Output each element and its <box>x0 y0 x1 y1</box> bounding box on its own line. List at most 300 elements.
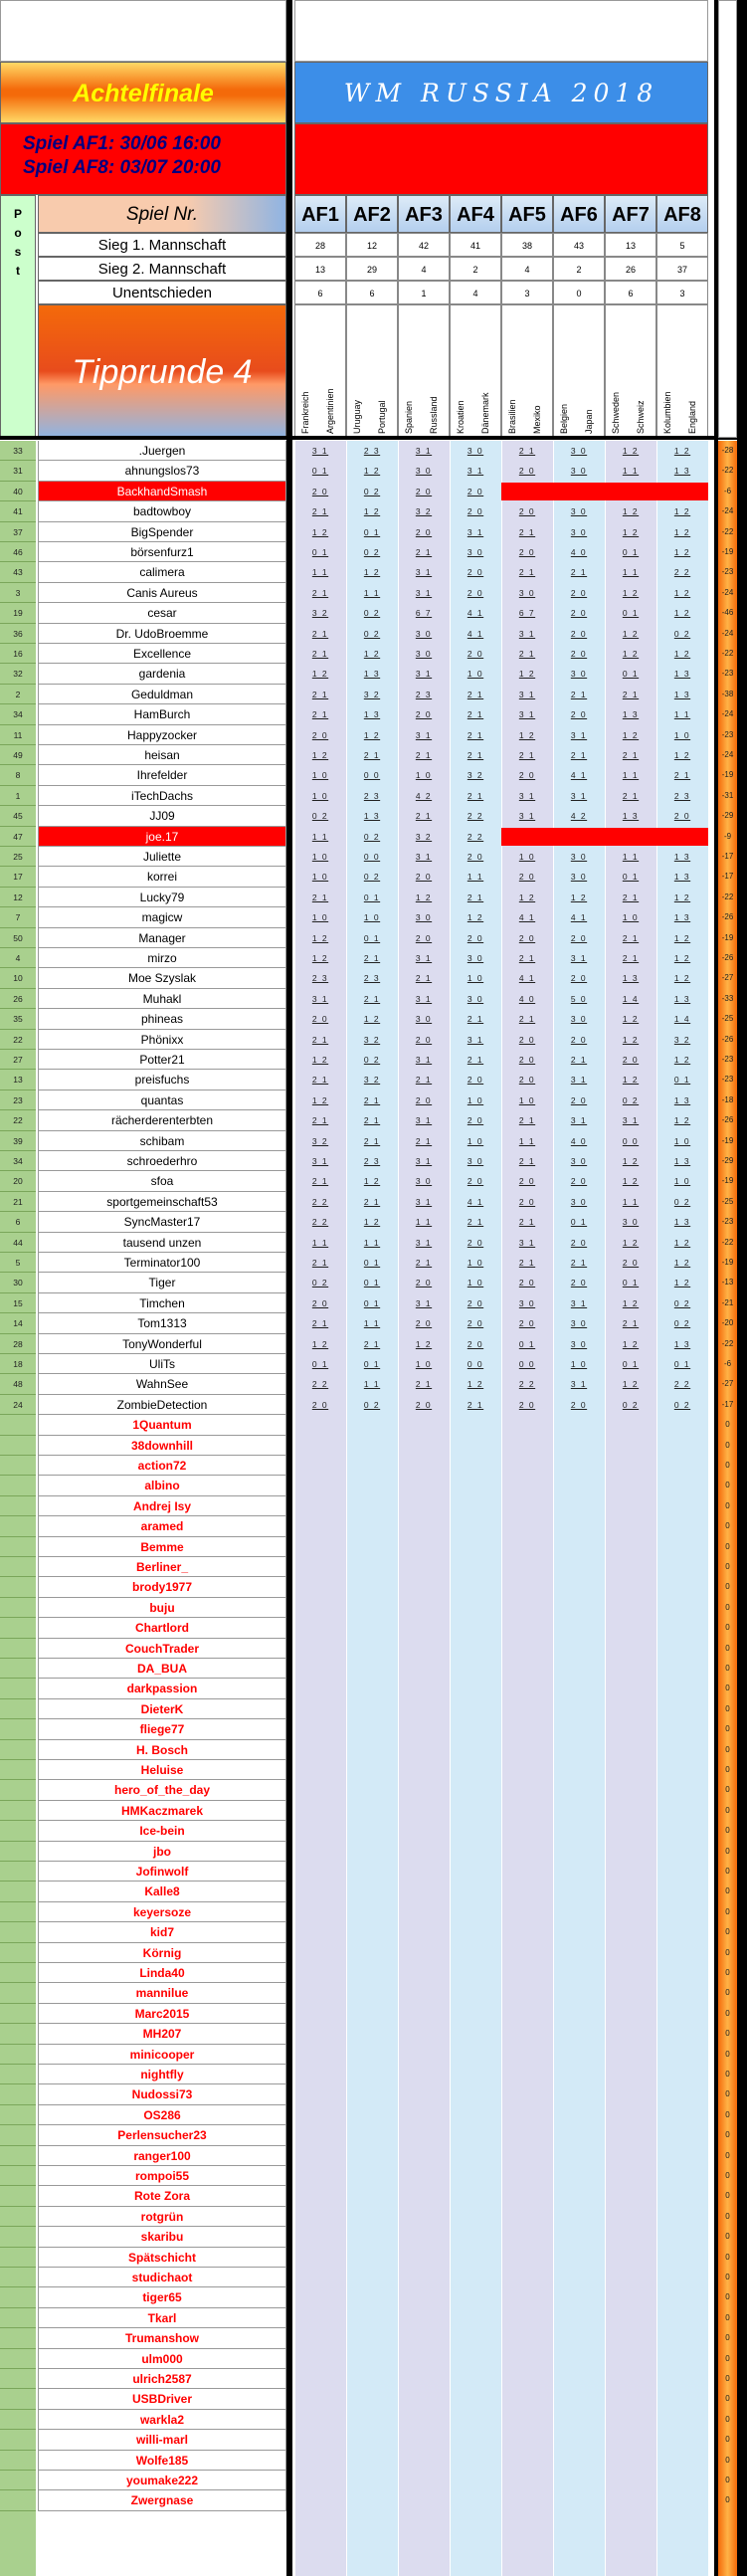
player-name[interactable]: Manager <box>38 928 286 948</box>
tip-cell[interactable]: 2 1 <box>311 1258 329 1268</box>
tip-cell[interactable]: 0 0 <box>622 1135 640 1146</box>
tip-cell[interactable]: 2 1 <box>673 770 691 781</box>
tip-cell[interactable]: 1 1 <box>673 709 691 720</box>
tip-cell[interactable]: 1 0 <box>570 1359 588 1369</box>
player-name[interactable]: börsenfurz1 <box>38 542 286 562</box>
player-name[interactable]: ahnungslos73 <box>38 461 286 481</box>
player-name[interactable]: Potter21 <box>38 1050 286 1070</box>
table-row[interactable] <box>0 1313 737 1333</box>
tip-cell[interactable]: 3 2 <box>311 608 329 619</box>
tip-cell[interactable]: 1 0 <box>311 912 329 923</box>
tip-cell[interactable]: 2 0 <box>673 811 691 822</box>
tip-cell[interactable]: 2 2 <box>467 811 484 822</box>
tip-cell[interactable]: 1 0 <box>467 669 484 680</box>
tip-cell[interactable]: 2 2 <box>311 1379 329 1390</box>
tip-cell[interactable]: 2 0 <box>518 1075 536 1086</box>
tip-cell[interactable]: 3 0 <box>467 993 484 1004</box>
tip-cell[interactable]: 3 1 <box>570 1115 588 1126</box>
tip-cell[interactable]: 1 1 <box>311 567 329 578</box>
tip-cell[interactable]: 1 2 <box>673 649 691 659</box>
tip-cell[interactable]: 0 2 <box>363 608 381 619</box>
player-name[interactable]: Terminator100 <box>38 1253 286 1273</box>
table-row[interactable] <box>0 725 737 745</box>
player-name[interactable]: WahnSee <box>38 1374 286 1394</box>
table-row[interactable] <box>0 441 737 461</box>
tip-cell[interactable]: 0 2 <box>622 1399 640 1410</box>
table-row[interactable] <box>0 603 737 623</box>
table-row[interactable] <box>0 1233 737 1253</box>
tip-cell[interactable]: 1 4 <box>622 993 640 1004</box>
tip-cell[interactable]: 4 1 <box>518 973 536 984</box>
tip-cell[interactable]: 1 1 <box>622 770 640 781</box>
tip-cell[interactable]: 1 2 <box>622 1237 640 1248</box>
tip-cell[interactable]: 0 1 <box>518 1338 536 1349</box>
tip-cell[interactable]: 2 1 <box>311 1115 329 1126</box>
table-row[interactable] <box>0 685 737 704</box>
tip-cell[interactable]: 1 2 <box>622 1014 640 1025</box>
tip-cell[interactable]: 1 2 <box>622 506 640 517</box>
tip-cell[interactable]: 1 2 <box>311 1094 329 1105</box>
tip-cell[interactable]: 1 0 <box>467 973 484 984</box>
tip-cell[interactable]: 3 0 <box>467 547 484 557</box>
tip-cell[interactable]: 3 1 <box>415 1115 433 1126</box>
tip-cell[interactable]: 2 1 <box>467 709 484 720</box>
player-name[interactable]: sportgemeinschaft53 <box>38 1192 286 1212</box>
tip-cell[interactable]: 0 1 <box>363 1258 381 1268</box>
tip-cell[interactable]: 2 2 <box>311 1217 329 1228</box>
tip-cell[interactable]: 1 0 <box>673 729 691 740</box>
tip-cell[interactable]: 1 2 <box>363 1014 381 1025</box>
tip-cell[interactable]: 2 0 <box>622 1055 640 1065</box>
table-row[interactable] <box>0 2451 737 2471</box>
tip-cell[interactable]: 2 1 <box>622 953 640 963</box>
tip-cell[interactable]: 2 1 <box>311 892 329 902</box>
tip-cell[interactable]: 3 1 <box>467 466 484 477</box>
table-row[interactable] <box>0 2146 737 2166</box>
table-row[interactable] <box>0 1171 737 1191</box>
player-name[interactable]: Marc2015 <box>38 2004 286 2024</box>
tip-cell[interactable]: 2 1 <box>311 1075 329 1086</box>
tip-cell[interactable]: 1 2 <box>622 729 640 740</box>
tip-cell[interactable]: 3 2 <box>363 1034 381 1045</box>
player-name[interactable]: Spätschicht <box>38 2248 286 2268</box>
tip-cell[interactable]: 0 1 <box>622 547 640 557</box>
tip-cell[interactable]: 1 3 <box>673 669 691 680</box>
tip-cell[interactable]: 2 0 <box>415 1318 433 1329</box>
tip-cell[interactable]: 0 1 <box>363 1297 381 1308</box>
player-name[interactable]: youmake222 <box>38 2471 286 2490</box>
player-name[interactable]: Tom1313 <box>38 1313 286 1333</box>
table-row[interactable] <box>0 1679 737 1698</box>
player-name[interactable]: MH207 <box>38 2024 286 2044</box>
player-name[interactable]: SyncMaster17 <box>38 1212 286 1232</box>
tip-cell[interactable]: 4 0 <box>518 993 536 1004</box>
player-name[interactable]: mirzo <box>38 948 286 968</box>
table-row[interactable] <box>0 827 737 847</box>
table-row[interactable] <box>0 1273 737 1292</box>
player-name[interactable]: Phönixx <box>38 1030 286 1050</box>
tip-cell[interactable]: 2 3 <box>363 790 381 801</box>
tip-cell[interactable]: 2 0 <box>518 1399 536 1410</box>
tip-cell[interactable]: 0 0 <box>363 770 381 781</box>
tip-cell[interactable]: 2 1 <box>311 1176 329 1187</box>
tip-cell[interactable]: 2 1 <box>570 1258 588 1268</box>
tip-cell[interactable]: 1 3 <box>363 811 381 822</box>
table-row[interactable] <box>0 704 737 724</box>
player-name[interactable]: cesar <box>38 603 286 623</box>
tip-cell[interactable]: 3 1 <box>415 567 433 578</box>
tip-cell[interactable]: 4 1 <box>467 628 484 639</box>
player-name[interactable]: Lucky79 <box>38 888 286 907</box>
tip-cell[interactable]: 0 1 <box>622 1359 640 1369</box>
player-name[interactable]: rächerderenterbten <box>38 1110 286 1130</box>
tip-cell[interactable]: 1 2 <box>570 892 588 902</box>
tip-cell[interactable]: 0 2 <box>363 872 381 883</box>
tip-cell[interactable]: 1 3 <box>673 1094 691 1105</box>
tip-cell[interactable]: 1 2 <box>622 628 640 639</box>
tip-cell[interactable]: 0 0 <box>518 1359 536 1369</box>
tip-cell[interactable]: 2 0 <box>518 466 536 477</box>
tip-cell[interactable]: 0 2 <box>673 1297 691 1308</box>
player-name[interactable]: Canis Aureus <box>38 583 286 603</box>
table-row[interactable] <box>0 1496 737 1516</box>
tip-cell[interactable]: 2 0 <box>518 1055 536 1065</box>
tip-cell[interactable]: 2 0 <box>518 872 536 883</box>
table-row[interactable] <box>0 2287 737 2307</box>
tip-cell[interactable]: 3 1 <box>570 1297 588 1308</box>
table-row[interactable] <box>0 1618 737 1638</box>
tip-cell[interactable]: 2 1 <box>415 750 433 760</box>
tip-cell[interactable]: 1 3 <box>673 689 691 699</box>
table-row[interactable] <box>0 1192 737 1212</box>
tip-cell[interactable]: 2 1 <box>363 953 381 963</box>
tip-cell[interactable]: 1 1 <box>622 466 640 477</box>
player-name[interactable]: Bemme <box>38 1537 286 1557</box>
player-name[interactable]: TonyWonderful <box>38 1334 286 1354</box>
tip-cell[interactable]: 3 0 <box>467 1156 484 1166</box>
tip-cell[interactable]: 1 2 <box>311 526 329 537</box>
player-name[interactable]: Wolfe185 <box>38 2451 286 2471</box>
player-name[interactable]: 38downhill <box>38 1436 286 1456</box>
table-row[interactable] <box>0 461 737 481</box>
tip-cell[interactable]: 1 3 <box>673 993 691 1004</box>
player-name[interactable]: rotgrün <box>38 2207 286 2227</box>
player-name[interactable]: preisfuchs <box>38 1070 286 1090</box>
table-row[interactable] <box>0 1293 737 1313</box>
table-row[interactable] <box>0 1212 737 1232</box>
tip-cell[interactable]: 3 0 <box>570 1156 588 1166</box>
player-name[interactable]: Trumanshow <box>38 2328 286 2348</box>
tip-cell[interactable]: 2 0 <box>570 1399 588 1410</box>
tip-cell[interactable]: 1 2 <box>622 1379 640 1390</box>
tip-cell[interactable]: 2 1 <box>518 1014 536 1025</box>
tip-cell[interactable]: 2 3 <box>415 689 433 699</box>
tip-cell[interactable]: 2 0 <box>518 770 536 781</box>
tip-cell[interactable]: 2 1 <box>467 1217 484 1228</box>
tip-cell[interactable]: 1 1 <box>363 1237 381 1248</box>
tip-cell[interactable]: 3 1 <box>518 790 536 801</box>
tip-cell[interactable]: 4 1 <box>518 912 536 923</box>
table-row[interactable] <box>0 2045 737 2065</box>
table-row[interactable] <box>0 2084 737 2104</box>
table-row[interactable] <box>0 2065 737 2084</box>
table-row[interactable] <box>0 1943 737 1963</box>
player-name[interactable]: willi-marl <box>38 2430 286 2450</box>
tip-cell[interactable]: 1 2 <box>622 1075 640 1086</box>
tip-cell[interactable]: 3 2 <box>415 831 433 842</box>
tip-cell[interactable]: 2 0 <box>570 1034 588 1045</box>
tip-cell[interactable]: 0 2 <box>363 628 381 639</box>
table-row[interactable] <box>0 1436 737 1456</box>
tip-cell[interactable]: 2 1 <box>622 1318 640 1329</box>
tip-cell[interactable]: 2 1 <box>311 628 329 639</box>
tip-cell[interactable]: 2 0 <box>467 1115 484 1126</box>
tip-cell[interactable]: 4 2 <box>570 811 588 822</box>
tip-cell[interactable]: 1 0 <box>415 1359 433 1369</box>
player-name[interactable]: ranger100 <box>38 2146 286 2166</box>
table-row[interactable] <box>0 1537 737 1557</box>
tip-cell[interactable]: 2 1 <box>467 689 484 699</box>
tip-cell[interactable]: 3 1 <box>570 790 588 801</box>
tip-cell[interactable]: 1 2 <box>363 466 381 477</box>
tip-cell[interactable]: 1 2 <box>673 1278 691 1288</box>
player-name[interactable]: OS286 <box>38 2105 286 2125</box>
player-name[interactable]: HamBurch <box>38 704 286 724</box>
tip-cell[interactable]: 2 0 <box>415 526 433 537</box>
tip-cell[interactable]: 1 0 <box>311 872 329 883</box>
player-name[interactable]: Juliette <box>38 847 286 867</box>
tip-cell[interactable]: 2 0 <box>570 608 588 619</box>
tip-cell[interactable]: 1 0 <box>467 1094 484 1105</box>
tip-cell[interactable]: 2 1 <box>518 446 536 456</box>
tip-cell[interactable]: 1 1 <box>622 1196 640 1207</box>
table-row[interactable] <box>0 1395 737 1415</box>
tip-cell[interactable]: 2 1 <box>622 932 640 943</box>
table-row[interactable] <box>0 989 737 1009</box>
player-name[interactable]: Happyzocker <box>38 725 286 745</box>
player-name[interactable]: USBDriver <box>38 2389 286 2409</box>
tip-cell[interactable]: 4 2 <box>415 790 433 801</box>
tip-cell[interactable]: 2 1 <box>467 729 484 740</box>
table-row[interactable] <box>0 1151 737 1171</box>
table-row[interactable] <box>0 1253 737 1273</box>
tip-cell[interactable]: 3 1 <box>467 1034 484 1045</box>
tip-cell[interactable]: 1 0 <box>311 790 329 801</box>
table-row[interactable] <box>0 501 737 521</box>
player-name[interactable]: brody1977 <box>38 1577 286 1597</box>
table-row[interactable] <box>0 1902 737 1922</box>
player-name[interactable]: UliTs <box>38 1354 286 1374</box>
player-name[interactable]: nightfly <box>38 2065 286 2084</box>
tip-cell[interactable]: 3 2 <box>363 689 381 699</box>
tip-cell[interactable]: 1 1 <box>363 1379 381 1390</box>
tip-cell[interactable]: 1 2 <box>415 892 433 902</box>
tip-cell[interactable]: 1 2 <box>415 1338 433 1349</box>
tip-cell[interactable]: 0 2 <box>311 811 329 822</box>
table-row[interactable] <box>0 522 737 542</box>
tip-cell[interactable]: 2 1 <box>363 993 381 1004</box>
player-name[interactable]: tiger65 <box>38 2287 286 2307</box>
tip-cell[interactable]: 0 2 <box>311 1278 329 1288</box>
table-row[interactable] <box>0 786 737 806</box>
table-row[interactable] <box>0 644 737 664</box>
tip-cell[interactable]: 3 0 <box>518 587 536 598</box>
table-row[interactable] <box>0 1659 737 1679</box>
tip-cell[interactable]: 0 1 <box>673 1359 691 1369</box>
table-row[interactable] <box>0 542 737 562</box>
tip-cell[interactable]: 3 2 <box>311 1135 329 1146</box>
tip-cell[interactable]: 2 1 <box>518 649 536 659</box>
tip-cell[interactable]: 2 1 <box>518 1217 536 1228</box>
table-row[interactable] <box>0 1030 737 1050</box>
player-name[interactable]: ulm000 <box>38 2349 286 2369</box>
tip-cell[interactable]: 3 1 <box>518 689 536 699</box>
tip-cell[interactable]: 2 0 <box>518 932 536 943</box>
tip-cell[interactable]: 3 0 <box>570 1196 588 1207</box>
table-row[interactable] <box>0 928 737 948</box>
player-name[interactable]: Ihrefelder <box>38 765 286 785</box>
player-name[interactable]: Dr. UdoBroemme <box>38 624 286 644</box>
tip-cell[interactable]: 2 1 <box>363 1338 381 1349</box>
player-name[interactable]: jbo <box>38 1842 286 1862</box>
table-row[interactable] <box>0 2207 737 2227</box>
tip-cell[interactable]: 1 2 <box>622 1297 640 1308</box>
table-row[interactable] <box>0 888 737 907</box>
tip-cell[interactable]: 0 1 <box>363 526 381 537</box>
tip-cell[interactable]: 2 1 <box>518 953 536 963</box>
player-name[interactable]: phineas <box>38 1009 286 1029</box>
table-row[interactable] <box>0 806 737 826</box>
tip-cell[interactable]: 2 1 <box>622 790 640 801</box>
tip-cell[interactable]: 3 1 <box>570 729 588 740</box>
tip-cell[interactable]: 0 2 <box>622 1094 640 1105</box>
player-name[interactable]: Nudossi73 <box>38 2084 286 2104</box>
tip-cell[interactable]: 1 3 <box>673 1156 691 1166</box>
tip-cell[interactable]: 2 1 <box>570 1055 588 1065</box>
tip-cell[interactable]: 2 0 <box>570 709 588 720</box>
tip-cell[interactable]: 1 0 <box>467 1258 484 1268</box>
tip-cell[interactable]: 3 1 <box>518 628 536 639</box>
tip-cell[interactable]: 2 0 <box>467 506 484 517</box>
tip-cell[interactable]: 3 1 <box>415 729 433 740</box>
player-name[interactable]: Moe Szyslak <box>38 968 286 988</box>
player-name[interactable]: Zwergnase <box>38 2490 286 2510</box>
tip-cell[interactable]: 1 2 <box>311 1055 329 1065</box>
tip-cell[interactable]: 2 1 <box>415 1258 433 1268</box>
tip-cell[interactable]: 2 1 <box>415 1075 433 1086</box>
player-name[interactable]: H. Bosch <box>38 1740 286 1760</box>
tip-cell[interactable]: 1 2 <box>467 1379 484 1390</box>
tip-cell[interactable]: 1 0 <box>311 852 329 862</box>
tip-cell[interactable]: 1 2 <box>673 547 691 557</box>
table-row[interactable] <box>0 907 737 927</box>
tip-cell[interactable]: 2 0 <box>467 1075 484 1086</box>
player-name[interactable]: kid7 <box>38 1922 286 1942</box>
table-row[interactable] <box>0 2004 737 2024</box>
tip-cell[interactable]: 0 1 <box>570 1217 588 1228</box>
player-name[interactable]: Geduldman <box>38 685 286 704</box>
tip-cell[interactable]: 2 0 <box>518 547 536 557</box>
player-name[interactable]: Jofinwolf <box>38 1862 286 1882</box>
tip-cell[interactable]: 2 0 <box>518 1034 536 1045</box>
tip-cell[interactable]: 2 0 <box>518 506 536 517</box>
tip-cell[interactable]: 1 0 <box>467 1135 484 1146</box>
tip-cell[interactable]: 2 3 <box>363 446 381 456</box>
tip-cell[interactable]: 3 1 <box>570 1075 588 1086</box>
table-row[interactable] <box>0 1598 737 1618</box>
tip-cell[interactable]: 0 2 <box>673 1318 691 1329</box>
tip-cell[interactable]: 1 1 <box>467 872 484 883</box>
table-row[interactable] <box>0 1456 737 1476</box>
tip-cell[interactable]: 1 2 <box>673 506 691 517</box>
tip-cell[interactable]: 2 3 <box>673 790 691 801</box>
table-row[interactable] <box>0 1882 737 1901</box>
table-row[interactable] <box>0 1476 737 1495</box>
tip-cell[interactable]: 2 1 <box>311 506 329 517</box>
tip-cell[interactable]: 1 3 <box>363 709 381 720</box>
player-name[interactable]: schibam <box>38 1131 286 1151</box>
tip-cell[interactable]: 3 1 <box>622 1115 640 1126</box>
tip-cell[interactable]: 3 0 <box>622 1217 640 1228</box>
tip-cell[interactable]: 0 2 <box>363 547 381 557</box>
tip-cell[interactable]: 2 1 <box>311 587 329 598</box>
tip-cell[interactable]: 2 1 <box>415 973 433 984</box>
tip-cell[interactable]: 2 3 <box>311 973 329 984</box>
tip-cell[interactable]: 2 1 <box>363 1115 381 1126</box>
tip-cell[interactable]: 2 1 <box>570 567 588 578</box>
tip-cell[interactable]: 1 3 <box>673 466 691 477</box>
table-row[interactable] <box>0 2410 737 2430</box>
tip-cell[interactable]: 2 0 <box>467 1176 484 1187</box>
player-name[interactable]: Chartlord <box>38 1618 286 1638</box>
player-name[interactable]: BigSpender <box>38 522 286 542</box>
tip-cell[interactable]: 1 2 <box>673 953 691 963</box>
player-name[interactable]: Linda40 <box>38 1963 286 1983</box>
table-row[interactable] <box>0 2125 737 2145</box>
tip-cell[interactable]: 3 0 <box>570 446 588 456</box>
tip-cell[interactable]: 2 0 <box>415 1278 433 1288</box>
tip-cell[interactable]: 2 1 <box>311 1318 329 1329</box>
player-name[interactable]: magicw <box>38 907 286 927</box>
tip-cell[interactable]: 0 1 <box>311 1359 329 1369</box>
table-row[interactable] <box>0 1740 737 1760</box>
tip-cell[interactable]: 3 1 <box>415 1237 433 1248</box>
player-name[interactable]: darkpassion <box>38 1679 286 1698</box>
tip-cell[interactable]: 2 0 <box>311 486 329 496</box>
tip-cell[interactable]: 0 1 <box>363 1278 381 1288</box>
player-name[interactable]: DA_BUA <box>38 1659 286 1679</box>
player-name[interactable]: Heluise <box>38 1760 286 1780</box>
tip-cell[interactable]: 1 0 <box>518 1094 536 1105</box>
tip-cell[interactable]: 2 1 <box>467 750 484 760</box>
tip-cell[interactable]: 1 1 <box>311 1237 329 1248</box>
tip-cell[interactable]: 2 2 <box>673 1379 691 1390</box>
player-name[interactable]: Berliner_ <box>38 1557 286 1577</box>
tip-cell[interactable]: 3 0 <box>570 1318 588 1329</box>
tip-cell[interactable]: 2 1 <box>570 750 588 760</box>
tip-cell[interactable]: 1 2 <box>673 1237 691 1248</box>
player-name[interactable]: sfoa <box>38 1171 286 1191</box>
tip-cell[interactable]: 2 0 <box>570 1278 588 1288</box>
table-row[interactable] <box>0 2369 737 2389</box>
tip-cell[interactable]: 2 0 <box>415 1034 433 1045</box>
tip-cell[interactable]: 1 3 <box>622 709 640 720</box>
tip-cell[interactable]: 3 0 <box>570 526 588 537</box>
tip-cell[interactable]: 1 3 <box>363 669 381 680</box>
tip-cell[interactable]: 1 3 <box>622 973 640 984</box>
tip-cell[interactable]: 2 2 <box>311 1196 329 1207</box>
tip-cell[interactable]: 2 0 <box>467 1338 484 1349</box>
